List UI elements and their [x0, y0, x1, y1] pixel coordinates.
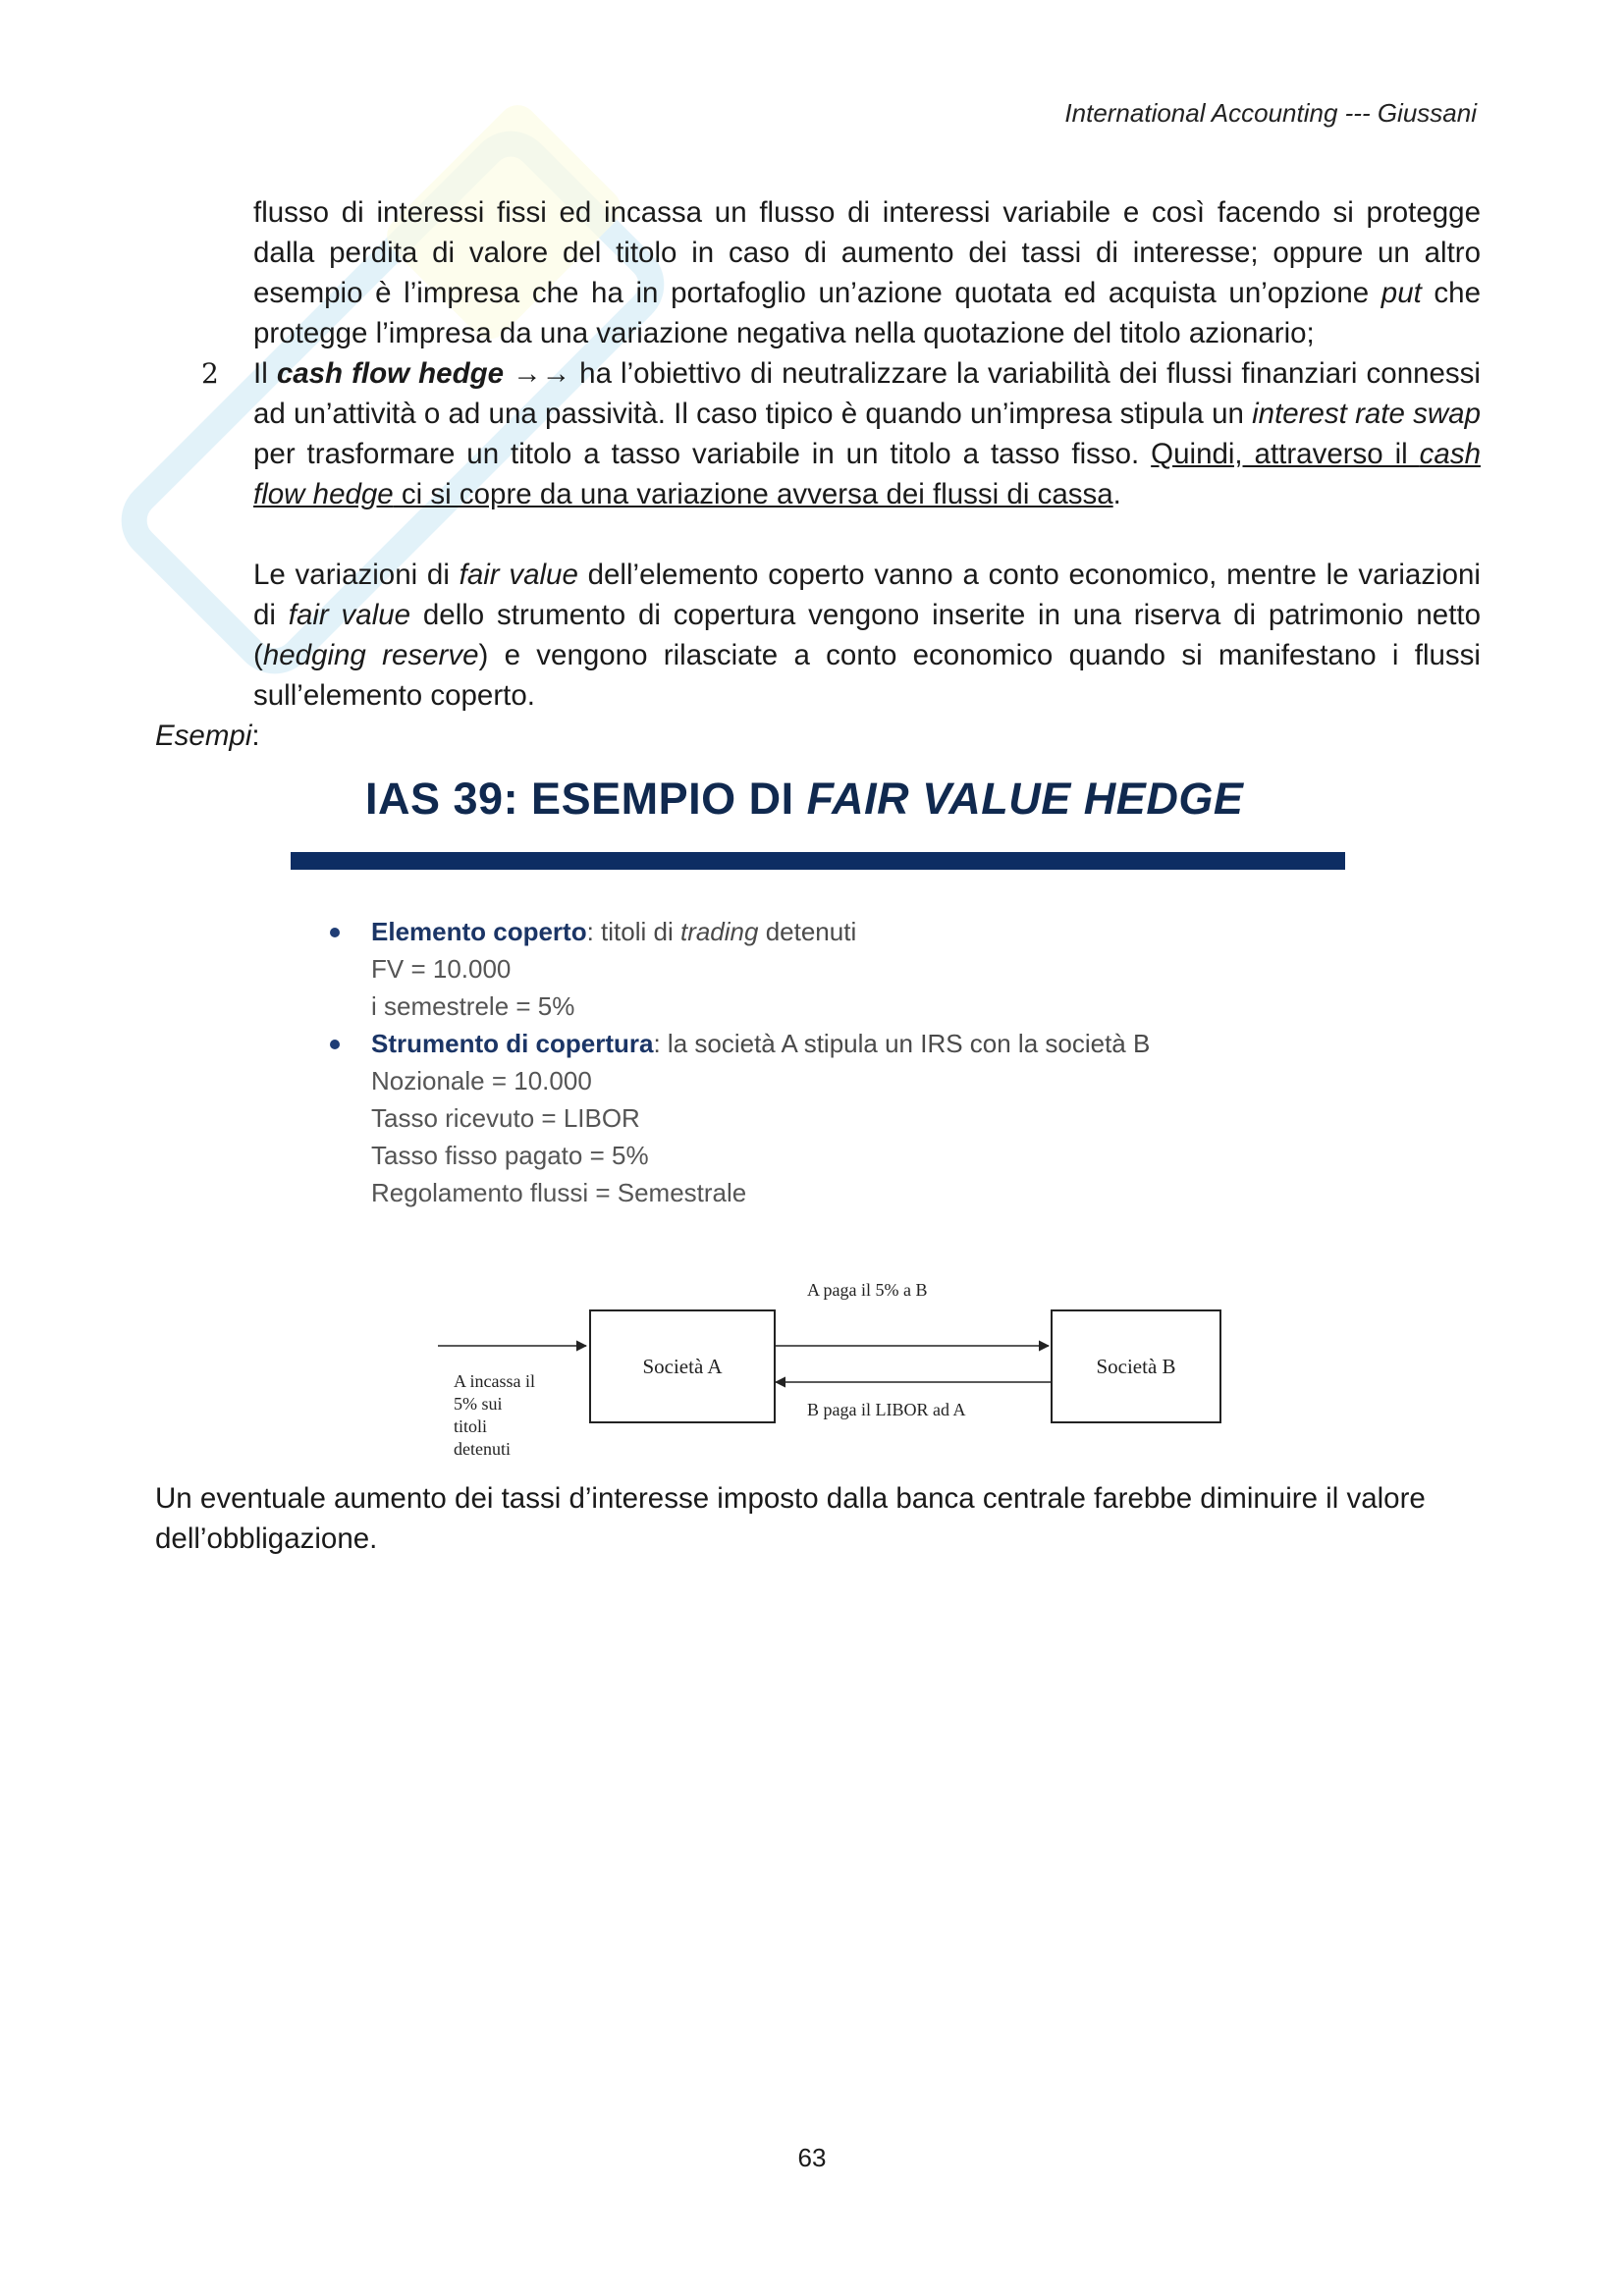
list-subline: Nozionale = 10.000 — [371, 1066, 592, 1095]
list-subline: i semestrele = 5% — [371, 991, 575, 1021]
paragraph-cash-flow-hedge: Il cash flow hedge →→ ha l’obiettivo di neutralizzare la variabilità dei flussi finanziari connessi ad un’attività o ad una passività. Il caso tipico è quando un’impresa stipula un interest rate swap per trasformare un titolo a tasso variabile in un titolo a tasso fisso. Quindi, attraverso il cash flow hedge ci si copre da una variazione avversa dei flussi di cassa. — [253, 357, 1481, 510]
list-item-hedging-instrument: Strumento di copertura: la società A stipula un IRS con la società B — [324, 1025, 1150, 1062]
list-subline: Tasso fisso pagato = 5% — [371, 1141, 649, 1170]
bullet-dot-icon — [330, 928, 340, 937]
box-societa-a: Società A — [589, 1309, 776, 1423]
list-item-hedged-item: Elemento coperto: titoli di trading detenuti — [324, 913, 1150, 950]
term-cash-flow-hedge: cash flow hedge — [276, 357, 505, 390]
examples-label: Esempi: — [155, 720, 260, 752]
paragraph-fair-value-example: flusso di interessi fissi ed incassa un flusso di interessi variabile e così facendo si protegge dalla perdita di valore del titolo in caso di aumento dei tassi di interesse; oppure un altro esempio è l’impresa che ha in portafoglio un’azione quotata ed acquista un’opzione put che protegge l’impresa da una variazione negativa nella quotazione del titolo azionario; — [253, 196, 1481, 349]
list-subline: Tasso ricevuto = LIBOR — [371, 1103, 640, 1133]
double-arrow-icon: →→ — [504, 357, 580, 390]
slide-title-bar — [291, 852, 1345, 870]
paragraph-conclusion: Un eventuale aumento dei tassi d’interesse imposto dalla banca centrale farebbe diminuire il valore dell’obbligazione. — [155, 1482, 1426, 1555]
page-number: 63 — [797, 2143, 827, 2172]
label-a-receives: A incassa il 5% sui titoli detenuti — [454, 1371, 535, 1459]
list-subline: Regolamento flussi = Semestrale — [371, 1178, 747, 1207]
list-subline: FV = 10.000 — [371, 954, 512, 984]
list-marker: 2 — [201, 357, 219, 390]
paragraph-fair-value-variations: Le variazioni di fair value dell’elemento coperto vanno a conto economico, mentre le variazioni di fair value dello strumento di copertura vengono inserite in una riserva di patrimonio netto (hedging reserve) e vengono rilasciate a conto economico quando si manifestano i flussi sull’elemento coperto. — [253, 559, 1482, 712]
label-b-pays-a: B paga il LIBOR ad A — [807, 1400, 966, 1419]
swap-diagram — [432, 1266, 1218, 1463]
running-header: International Accounting --- Giussani — [1064, 98, 1477, 128]
slide-bullet-list — [324, 913, 1150, 1211]
slide-title: IAS 39: ESEMPIO DI FAIR VALUE HEDGE — [365, 774, 1244, 824]
box-societa-b: Società B — [1051, 1309, 1221, 1423]
bullet-dot-icon — [330, 1040, 340, 1049]
label-a-pays-b: A paga il 5% a B — [807, 1280, 928, 1300]
